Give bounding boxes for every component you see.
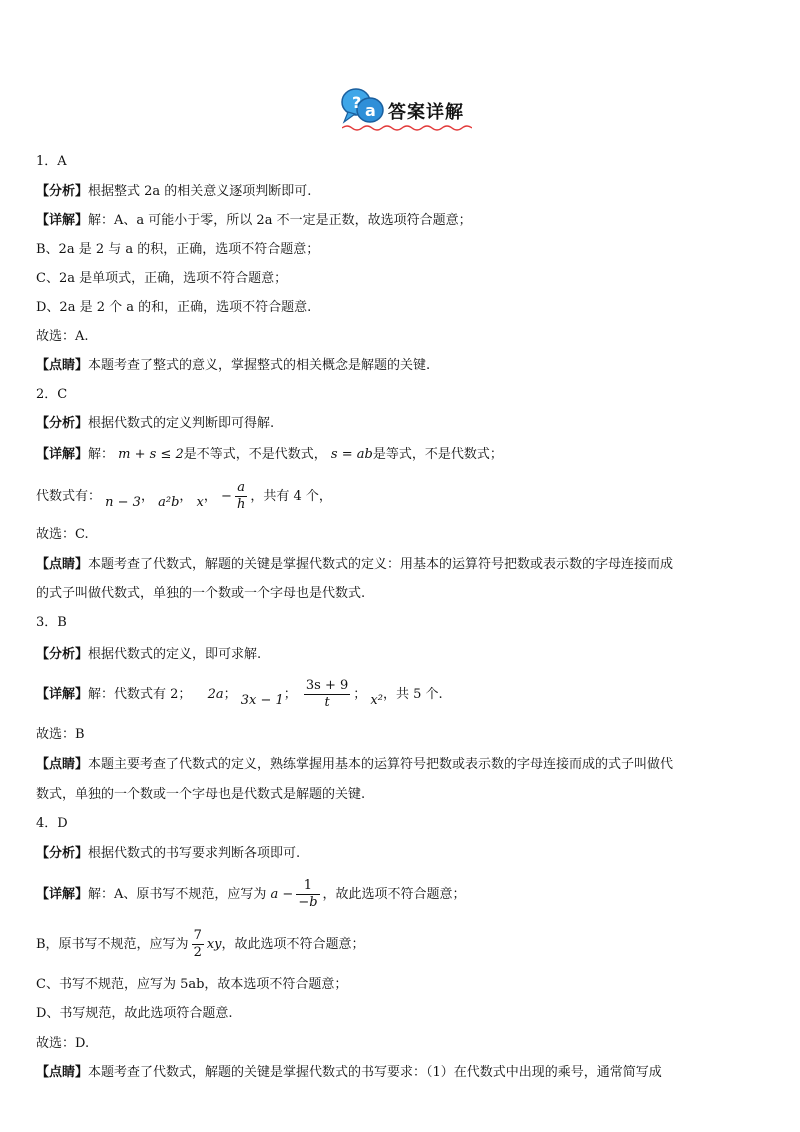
q3-expr2: 3x − 1 [240, 693, 284, 708]
q3-frac-den: t [324, 695, 330, 710]
q2-analysis-text: 根据代数式的定义判断即可得解. [88, 416, 275, 431]
q1-option-c: C、2a 是单项式，正确，选项不符合题意； [36, 271, 288, 286]
q3-analysis-tag: 【分析】 [36, 647, 89, 662]
q4-option-a-fraction [296, 878, 319, 911]
q3-expr4: x² [370, 693, 383, 708]
q2-detail-line [36, 446, 503, 464]
q2-expr-equation: s = ab [330, 447, 373, 462]
q1-number: 1．A [36, 154, 67, 169]
q1-detail-tag: 【详解】 [36, 213, 89, 228]
q2-comment-line-2: 的式子叫做代数式，单独的一个数或一个字母也是代数式. [36, 586, 366, 601]
q4-option-b-post: ，故此选项不符合题意； [221, 937, 365, 952]
q2-expr-inequality: m + s ≤ 2 [118, 447, 184, 462]
q4-option-c: C、书写不规范，应写为 5ab，故本选项不符合题意； [36, 977, 348, 992]
q4-option-d: D、书写规范，故此选项符合题意. [36, 1006, 233, 1021]
wavy-underline-icon [342, 124, 472, 132]
q4-option-a-line [36, 878, 466, 911]
q1-comment-line [36, 357, 430, 375]
q2-alg-frac-num: a [235, 480, 247, 497]
page-title: 答案详解 [388, 102, 464, 123]
q2-algebraic-line: 代数式有： n − 3， a²b， x， − $\frac{a}{h}$ ，共有 4 个， [36, 480, 332, 512]
q1-analysis-text: 根据整式 2a 的相关意义逐项判断即可. [88, 184, 312, 199]
q4-comment-line [36, 1064, 662, 1082]
q4-option-b-frac-den: 2 [193, 945, 202, 960]
q2-detail-tag: 【详解】 [36, 447, 89, 462]
q4-option-a-pre: 解：A、原书写不规范，应写为 [88, 887, 267, 902]
q1-detail-text: 解：A、a 可能小于零，所以 2a 不一定是正数，故选项符合题意； [88, 213, 472, 228]
q4-option-b-frac-num: 7 [193, 928, 202, 943]
q4-comment-tag: 【点睛】 [36, 1065, 89, 1080]
q2-analysis-tag: 【分析】 [36, 416, 89, 431]
q2-detail-post: 是等式，不是代数式； [372, 447, 503, 462]
q3-comment-line [36, 756, 673, 774]
q3-detail-pre: 解：代数式有 2； [88, 687, 192, 702]
q4-option-b-line [36, 928, 365, 961]
answer-header [340, 86, 480, 132]
q1-option-d: D、2a 是 2 个 a 的和，正确，选项不符合题意. [36, 300, 312, 315]
q2-choose: 故选：C. [36, 527, 89, 542]
q1-analysis-tag: 【分析】 [36, 184, 89, 199]
q2-alg-post: ，共有 4 个， [250, 489, 332, 504]
q2-alg-expr3: x [196, 495, 204, 510]
q2-alg-expr2: a²b [158, 495, 180, 510]
q3-comment-text-1: 本题主要考查了代数式的定义，熟练掌握用基本的运算符号把数或表示数的字母连接而成的式子叫做代 [88, 757, 674, 772]
q1-option-b: B、2a 是 2 与 a 的积，正确，选项不符合题意； [36, 242, 320, 257]
q1-comment-tag: 【点睛】 [36, 358, 89, 373]
logo-question-mark: ? [352, 93, 362, 112]
q3-expr1: 2a [207, 687, 224, 702]
q3-comment-line-2: 数式，单独的一个数或一个字母也是代数式是解题的关键. [36, 787, 366, 802]
q4-option-a-post: ，故此选项不符合题意； [322, 887, 466, 902]
q2-alg-frac-den: h [236, 497, 246, 512]
q4-option-a-frac-num: 1 [296, 878, 319, 895]
q1-detail-line [36, 212, 472, 230]
q4-detail-tag: 【详解】 [36, 887, 89, 902]
q2-number: 2．C [36, 387, 68, 402]
q3-detail-post: ，共 5 个. [382, 687, 443, 702]
q2-detail-pre: 解： [88, 447, 115, 462]
q2-comment-text-1: 本题考查了代数式，解题的关键是掌握代数式的定义：用基本的运算符号把数或表示数的字母连接而成 [88, 557, 674, 572]
q2-alg-frac-sign: − [221, 489, 232, 504]
q2-alg-fraction [235, 480, 247, 513]
q3-detail-tag: 【详解】 [36, 687, 89, 702]
q4-option-b-fraction [192, 928, 204, 961]
logo-letter-a: a [365, 101, 376, 120]
q3-analysis-text: 根据代数式的定义，即可求解. [88, 647, 262, 662]
q4-analysis-line [36, 845, 300, 863]
q1-choose: 故选：A. [36, 329, 89, 344]
q4-option-b-pre: B，原书写不规范，应写为 [36, 937, 189, 952]
q3-fraction [304, 678, 350, 711]
q2-comment-tag: 【点睛】 [36, 557, 89, 572]
q4-number: 4．D [36, 816, 68, 831]
q4-option-b-expr: xy [206, 937, 222, 952]
q2-detail-mid: 是不等式，不是代数式， [183, 447, 327, 462]
q4-analysis-tag: 【分析】 [36, 846, 89, 861]
q2-analysis-line [36, 415, 274, 433]
q4-option-a-frac-den: −b [298, 895, 318, 910]
q2-alg-pre: 代数式有： [36, 489, 102, 504]
q3-detail-line: 【详解】解：代数式有 2； 2a； 3x − 1； $\frac{3s + 9}{t}$ ； x²，共 5 个. [36, 678, 443, 710]
q3-frac-num: 3s + 9 [305, 678, 349, 693]
q4-option-a-expr: a − [270, 887, 294, 902]
q1-analysis-line [36, 183, 311, 201]
q4-analysis-text: 根据代数式的书写要求判断各项即可. [88, 846, 301, 861]
q3-number: 3．B [36, 615, 67, 630]
q4-comment-text: 本题考查了代数式，解题的关键是掌握代数式的书写要求：（1）在代数式中出现的乘号，通常简写成 [88, 1065, 662, 1080]
q2-alg-expr1: n − 3 [105, 495, 141, 510]
q3-choose: 故选：B [36, 727, 85, 742]
q3-comment-tag: 【点睛】 [36, 757, 89, 772]
q2-comment-line [36, 556, 673, 574]
q3-analysis-line [36, 646, 261, 664]
q1-comment-text: 本题考查了整式的意义，掌握整式的相关概念是解题的关键. [88, 358, 431, 373]
q4-choose: 故选：D. [36, 1036, 90, 1051]
